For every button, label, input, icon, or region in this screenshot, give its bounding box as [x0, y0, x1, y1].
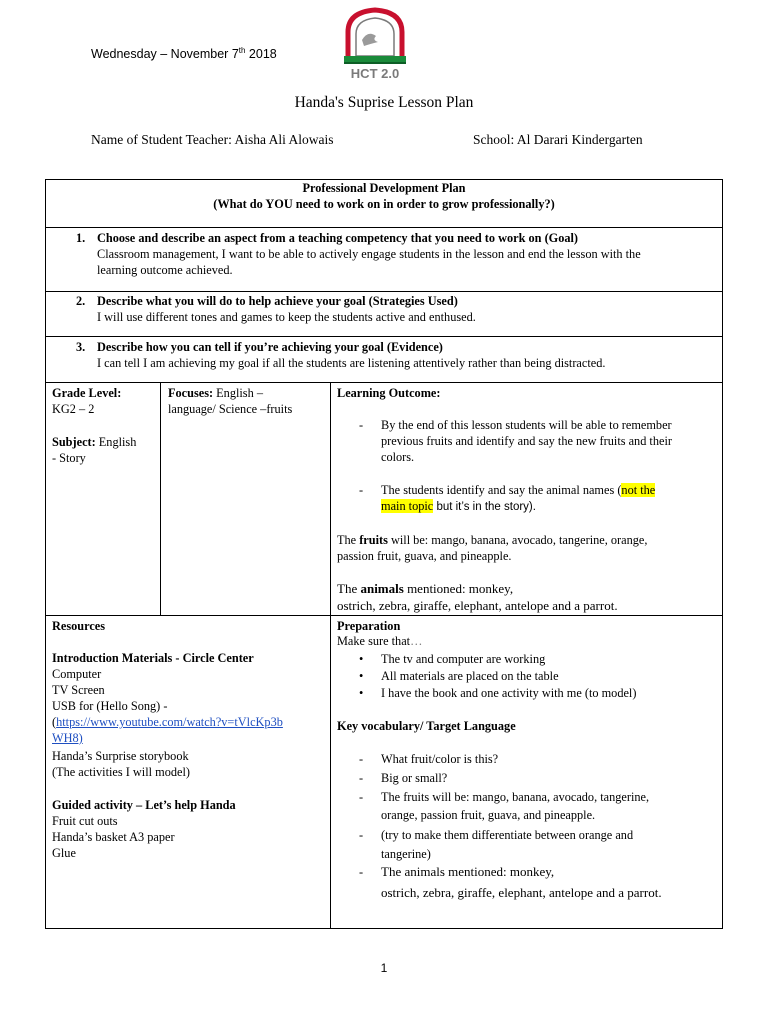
song-link-line: (https://www.youtube.com/watch?v=tVlcKp3b: [52, 715, 283, 729]
evidence-heading: Describe how you can tell if you’re achieving your goal (Evidence): [97, 340, 443, 354]
resources-label: Resources: [52, 619, 106, 633]
pdp-heading: Professional Development Plan: [302, 181, 466, 195]
bullet-icon: •: [359, 686, 364, 700]
bullet-icon: •: [359, 669, 364, 683]
page-title: Handa's Suprise Lesson Plan: [294, 94, 474, 111]
pdp-subheading: (What do YOU need to work on in order to grow professionally?): [213, 197, 555, 211]
resource-item: USB for (Hello Song) -: [52, 699, 168, 713]
page-number: 1: [380, 961, 388, 975]
focuses-value-2: language/ Science –fruits: [168, 402, 293, 416]
prep-bullet: The tv and computer are working: [381, 652, 546, 666]
animals-line-2: ostrich, zebra, giraffe, elephant, antelope and a parrot.: [337, 598, 618, 613]
animals-line: The animals mentioned: monkey,: [337, 581, 514, 596]
subject-value: English: [95, 435, 137, 449]
vocab-item: tangerine): [381, 847, 431, 861]
youtube-link-cont[interactable]: WH8): [52, 731, 83, 745]
preparation-label: Preparation: [337, 619, 401, 633]
resource-item: (The activities I will model): [52, 765, 190, 779]
evidence-number: 3.: [76, 340, 86, 354]
subject-value-2: - Story: [52, 451, 86, 465]
resource-item: Handa’s Surprise storybook: [52, 749, 189, 763]
hct-logo: [338, 6, 412, 84]
prep-bullet: I have the book and one activity with me (to model): [381, 686, 637, 700]
outcome-animals-line: The students identify and say the animal names (not the: [381, 483, 656, 497]
strategies-heading: Describe what you will do to help achieve your goal (Strategies Used): [97, 294, 458, 308]
strategies-text: I will use different tones and games to keep the students active and enthused.: [97, 310, 476, 324]
goal-heading: Choose and describe an aspect from a teaching competency that you need to work on (Goal): [97, 231, 579, 245]
vocab-item: The fruits will be: mango, banana, avocado, tangerine,: [381, 790, 650, 804]
goal-number: 1.: [76, 231, 86, 245]
teacher-name: Name of Student Teacher: Aisha Ali Alowais: [91, 132, 334, 147]
highlight-text: not the: [621, 483, 656, 497]
subject-label: Subject:: [52, 435, 96, 449]
vocab-dash: -: [359, 828, 364, 842]
vocab-dash: -: [359, 790, 364, 804]
learning-outcome-label: Learning Outcome:: [337, 386, 441, 400]
grade-label: Grade Level:: [52, 386, 122, 400]
fruits-line-2: passion fruit, guava, and pineapple.: [337, 549, 512, 563]
school-name: School: Al Darari Kindergarten: [473, 132, 643, 147]
vocab-item: Big or small?: [381, 771, 448, 785]
vocab-dash: -: [359, 865, 364, 879]
outcome-text-line: By the end of this lesson students will be able to remember: [381, 418, 672, 432]
outcome-text-line: previous fruits and identify and say the new fruits and their: [381, 434, 672, 448]
prep-bullet: All materials are placed on the table: [381, 669, 559, 683]
vocab-heading: Key vocabulary/ Target Language: [337, 719, 516, 733]
focuses-value: English –: [213, 386, 263, 400]
resource-item: Fruit cut outs: [52, 814, 118, 828]
vocab-item: What fruit/color is this?: [381, 752, 499, 766]
vocab-item: (try to make them differentiate between orange and: [381, 828, 634, 842]
goal-text-line: learning outcome achieved.: [97, 263, 233, 277]
vocab-item: The animals mentioned: monkey,: [381, 864, 555, 879]
outcome-text-line: colors.: [381, 450, 415, 464]
bullet-icon: •: [359, 652, 364, 666]
focuses-label: Focuses:: [168, 386, 214, 400]
outcome-dash: -: [359, 418, 364, 432]
vocab-dash: -: [359, 771, 364, 785]
grade-value: KG2 – 2: [52, 402, 95, 416]
vocab-item: ostrich, zebra, giraffe, elephant, antelope and a parrot.: [381, 885, 662, 900]
preparation-intro: Make sure that…: [337, 634, 423, 648]
resource-item: Computer: [52, 667, 102, 681]
resource-item: Glue: [52, 846, 76, 860]
highlight-text: main topic: [381, 499, 434, 513]
guided-activity-heading: Guided activity – Let’s help Handa: [52, 798, 236, 812]
goal-text-line: Classroom management, I want to be able to actively engage students in the lesson and end the lesson with the: [97, 247, 641, 261]
vocab-item: orange, passion fruit, guava, and pineapple.: [381, 808, 596, 822]
focuses-line: [168, 385, 263, 401]
subject-line: [52, 434, 136, 450]
logo-text: HCT 2.0: [350, 66, 400, 81]
intro-materials-heading: Introduction Materials - Circle Center: [52, 651, 254, 665]
youtube-link[interactable]: https://www.youtube.com/watch?v=tVlcKp3b: [56, 715, 283, 729]
fruits-line: The fruits will be: mango, banana, avocado, tangerine, orange,: [337, 533, 648, 547]
resource-item: TV Screen: [52, 683, 105, 697]
resource-item: Handa’s basket A3 paper: [52, 830, 175, 844]
strategies-number: 2.: [76, 294, 86, 308]
date-line: Wednesday – November 7th 2018: [91, 46, 277, 62]
outcome-dash: -: [359, 483, 364, 497]
vocab-dash: -: [359, 752, 364, 766]
evidence-text: I can tell I am achieving my goal if all the students are listening attentively rather than being distracted.: [97, 356, 606, 370]
outcome-animals-line-2: main topic but it’s in the story).: [381, 499, 536, 513]
